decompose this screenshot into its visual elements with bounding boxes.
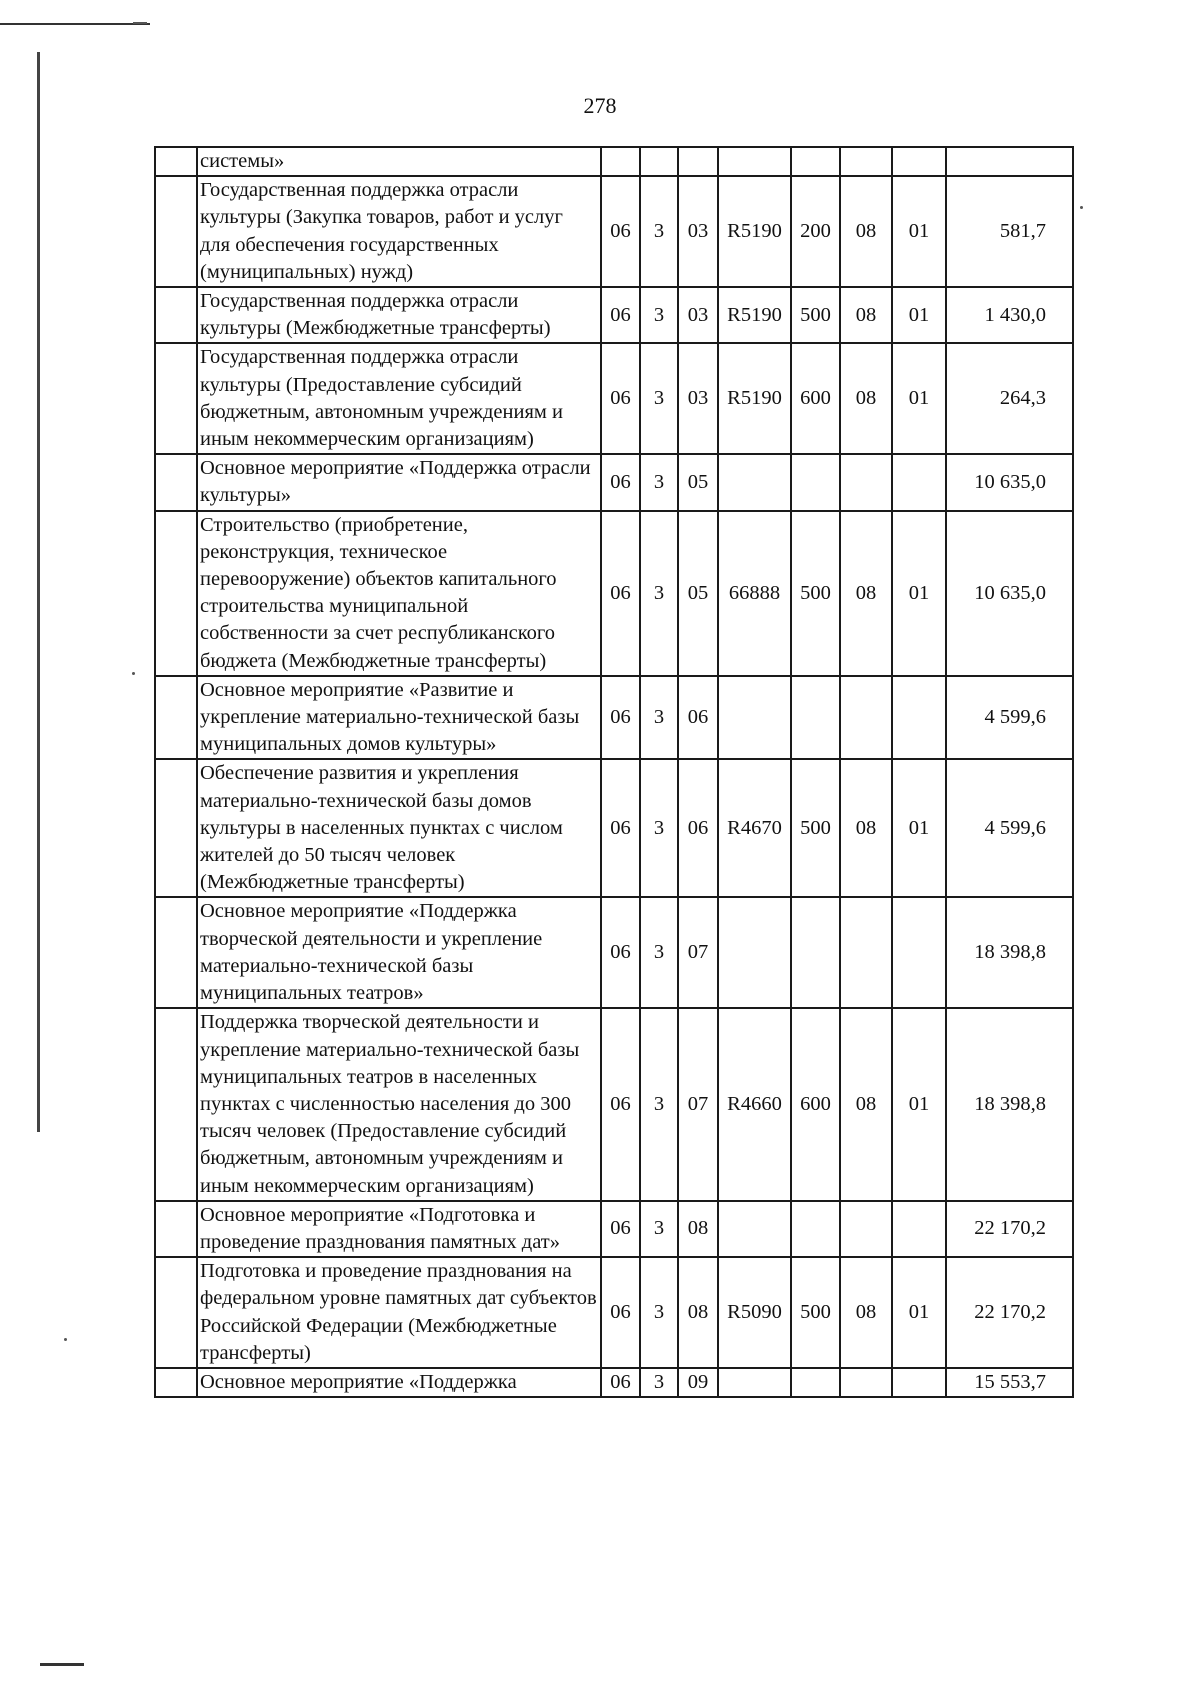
code-cell-1: 06 [601,676,640,760]
description-cell: Государственная поддержка отрасли культуры (Предоставление субсидий бюджетным, автономным учреждениям и иным некоммерческим организациям) [197,343,601,454]
code-cell-1: 06 [601,1008,640,1200]
code-cell-1: 06 [601,1201,640,1257]
description-cell: Основное мероприятие «Поддержка отрасли культуры» [197,454,601,510]
code-cell-5 [791,147,840,176]
code-cell-4: R5090 [718,1257,791,1368]
code-cell-2: 3 [640,343,678,454]
table-row [155,1257,1073,1368]
description-cell: Основное мероприятие «Развитие и укрепление материально-технической базы муниципальных домов культуры» [197,676,601,760]
code-cell-6 [840,454,892,510]
row-number-cell [155,897,197,1008]
code-cell-1: 06 [601,454,640,510]
code-cell-3: 03 [678,287,718,343]
description-cell: Обеспечение развития и укрепления материально-технической базы домов культуры в населенных пунктах с числом жителей до 50 тысяч человек (Межбюджетные трансферты) [197,759,601,897]
code-cell-4: 66888 [718,511,791,676]
code-cell-4 [718,897,791,1008]
code-cell-2: 3 [640,676,678,760]
code-cell-4: R5190 [718,343,791,454]
scan-artifact-dash [133,22,147,24]
code-cell-1: 06 [601,759,640,897]
table-row [155,1201,1073,1257]
code-cell-1: 06 [601,511,640,676]
code-cell-5: 500 [791,759,840,897]
row-number-cell [155,287,197,343]
code-cell-5: 600 [791,1008,840,1200]
row-number-cell [155,1008,197,1200]
code-cell-5 [791,1201,840,1257]
code-cell-7: 01 [892,1257,946,1368]
code-cell-2: 3 [640,759,678,897]
code-cell-7: 01 [892,759,946,897]
table-row [155,511,1073,676]
code-cell-1 [601,147,640,176]
budget-table [154,146,1074,1398]
row-number-cell [155,676,197,760]
code-cell-3: 06 [678,759,718,897]
description-cell: Строительство (приобретение, реконструкция, техническое перевооружение) объектов капитального строительства муниципальной собственности за счет республиканского бюджета (Межбюджетные трансферты) [197,511,601,676]
scan-speck [1080,206,1083,209]
code-cell-6: 08 [840,1008,892,1200]
code-cell-7: 01 [892,343,946,454]
table-row [155,287,1073,343]
code-cell-2: 3 [640,1008,678,1200]
code-cell-7 [892,1368,946,1397]
code-cell-6 [840,1201,892,1257]
table-row [155,676,1073,760]
code-cell-7 [892,676,946,760]
description-cell: Основное мероприятие «Поддержка творческой деятельности и укрепление материально-технической базы муниципальных театров» [197,897,601,1008]
code-cell-4 [718,1201,791,1257]
code-cell-6: 08 [840,343,892,454]
row-number-cell [155,147,197,176]
amount-cell: 18 398,8 [946,1008,1073,1200]
code-cell-1: 06 [601,1257,640,1368]
code-cell-6: 08 [840,511,892,676]
code-cell-3: 08 [678,1257,718,1368]
scan-artifact-margin-line [37,52,40,1132]
code-cell-4: R4670 [718,759,791,897]
code-cell-5: 500 [791,1257,840,1368]
amount-cell: 18 398,8 [946,897,1073,1008]
description-cell: Государственная поддержка отрасли культуры (Закупка товаров, работ и услуг для обеспечения государственных (муниципальных) нужд) [197,176,601,287]
code-cell-5: 200 [791,176,840,287]
code-cell-7 [892,147,946,176]
row-number-cell [155,1368,197,1397]
code-cell-7 [892,1201,946,1257]
code-cell-1: 06 [601,287,640,343]
code-cell-5: 600 [791,343,840,454]
amount-cell: 1 430,0 [946,287,1073,343]
code-cell-5: 500 [791,287,840,343]
code-cell-2 [640,147,678,176]
code-cell-4: R4660 [718,1008,791,1200]
code-cell-6: 08 [840,759,892,897]
amount-cell [946,147,1073,176]
code-cell-3: 09 [678,1368,718,1397]
row-number-cell [155,1201,197,1257]
code-cell-7: 01 [892,287,946,343]
code-cell-7: 01 [892,1008,946,1200]
scan-speck [132,672,135,675]
table-row [155,759,1073,897]
code-cell-6: 08 [840,287,892,343]
code-cell-1: 06 [601,176,640,287]
code-cell-4 [718,1368,791,1397]
code-cell-4 [718,676,791,760]
code-cell-5 [791,897,840,1008]
code-cell-2: 3 [640,511,678,676]
scan-artifact-line [40,1663,84,1666]
row-number-cell [155,1257,197,1368]
code-cell-4 [718,454,791,510]
table-row [155,1008,1073,1200]
amount-cell: 4 599,6 [946,759,1073,897]
code-cell-6 [840,1368,892,1397]
row-number-cell [155,511,197,676]
description-cell: системы» [197,147,601,176]
code-cell-7 [892,454,946,510]
table-row [155,454,1073,510]
code-cell-1: 06 [601,897,640,1008]
amount-cell: 10 635,0 [946,511,1073,676]
code-cell-2: 3 [640,1257,678,1368]
code-cell-5 [791,454,840,510]
code-cell-1: 06 [601,1368,640,1397]
code-cell-4: R5190 [718,176,791,287]
row-number-cell [155,759,197,897]
page-number: 278 [583,93,617,118]
description-cell: Подготовка и проведение празднования на федеральном уровне памятных дат субъектов Российской Федерации (Межбюджетные трансферты) [197,1257,601,1368]
code-cell-4 [718,147,791,176]
code-cell-3: 06 [678,676,718,760]
code-cell-6 [840,897,892,1008]
code-cell-3: 05 [678,511,718,676]
code-cell-7: 01 [892,176,946,287]
code-cell-4: R5190 [718,287,791,343]
amount-cell: 15 553,7 [946,1368,1073,1397]
code-cell-3 [678,147,718,176]
amount-cell: 22 170,2 [946,1201,1073,1257]
row-number-cell [155,176,197,287]
description-cell: Поддержка творческой деятельности и укрепление материально-технической базы муниципальных театров в населенных пунктах с численностью населения до 300 тысяч человек (Предоставление субсидий бюджетным, автономным учреждениям и иным некоммерческим организациям) [197,1008,601,1200]
code-cell-3: 07 [678,897,718,1008]
table-row [155,1368,1073,1397]
table-row [155,147,1073,176]
code-cell-3: 03 [678,343,718,454]
amount-cell: 22 170,2 [946,1257,1073,1368]
table-row [155,343,1073,454]
code-cell-3: 05 [678,454,718,510]
scan-artifact-line [0,23,150,25]
row-number-cell [155,343,197,454]
code-cell-6: 08 [840,176,892,287]
code-cell-2: 3 [640,1201,678,1257]
amount-cell: 264,3 [946,343,1073,454]
row-number-cell [155,454,197,510]
scan-speck [64,1338,67,1341]
code-cell-7 [892,897,946,1008]
code-cell-5 [791,1368,840,1397]
code-cell-2: 3 [640,897,678,1008]
amount-cell: 581,7 [946,176,1073,287]
code-cell-2: 3 [640,454,678,510]
amount-cell: 10 635,0 [946,454,1073,510]
table-row [155,897,1073,1008]
code-cell-6 [840,147,892,176]
code-cell-2: 3 [640,1368,678,1397]
description-cell: Основное мероприятие «Подготовка и проведение празднования памятных дат» [197,1201,601,1257]
code-cell-6 [840,676,892,760]
code-cell-5 [791,676,840,760]
description-cell: Основное мероприятие «Поддержка [197,1368,601,1397]
description-cell: Государственная поддержка отрасли культуры (Межбюджетные трансферты) [197,287,601,343]
code-cell-1: 06 [601,343,640,454]
amount-cell: 4 599,6 [946,676,1073,760]
code-cell-3: 08 [678,1201,718,1257]
code-cell-2: 3 [640,287,678,343]
code-cell-5: 500 [791,511,840,676]
code-cell-3: 07 [678,1008,718,1200]
table-row [155,176,1073,287]
code-cell-7: 01 [892,511,946,676]
code-cell-6: 08 [840,1257,892,1368]
code-cell-2: 3 [640,176,678,287]
code-cell-3: 03 [678,176,718,287]
